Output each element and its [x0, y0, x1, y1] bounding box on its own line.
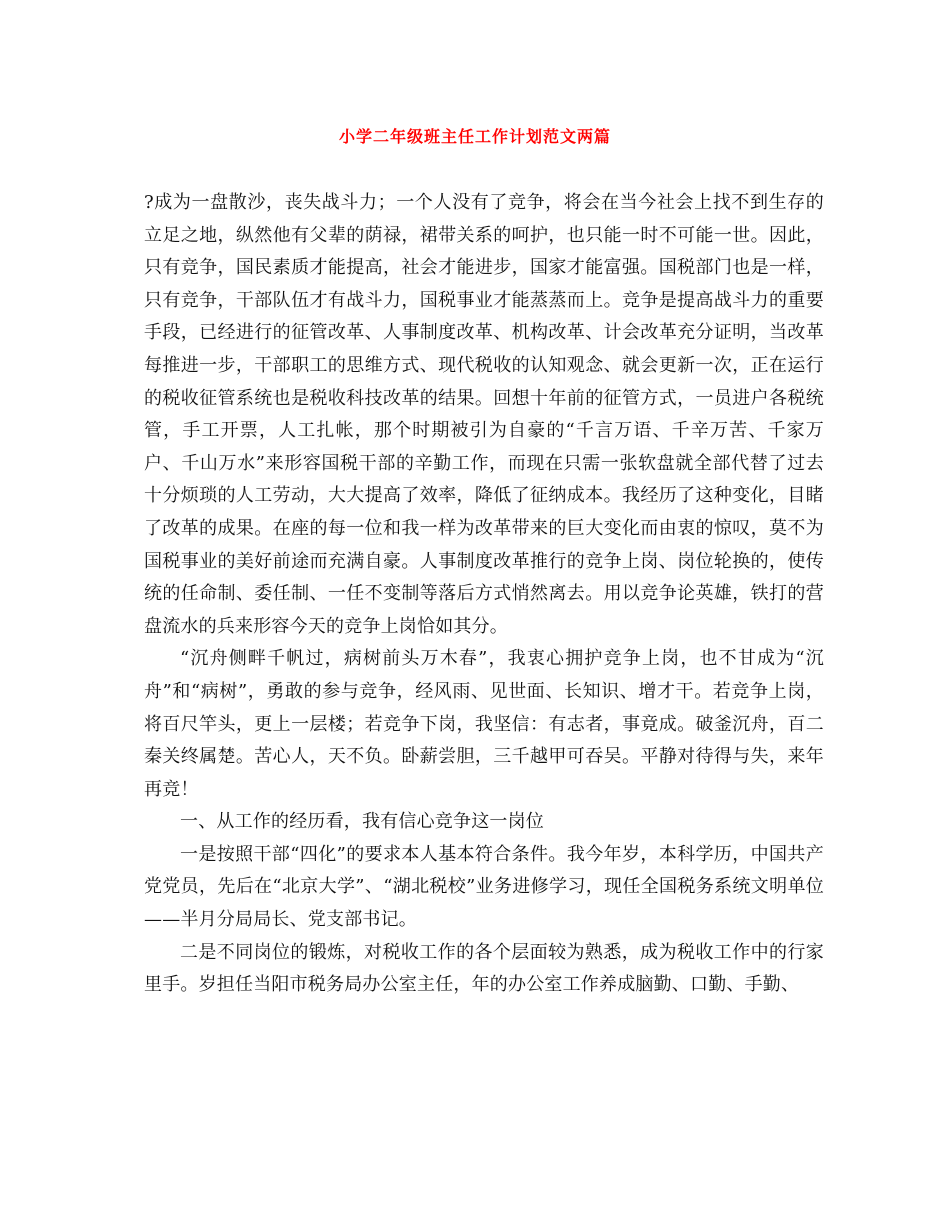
- paragraph-1: ?成为一盘散沙，丧失战斗力；一个人没有了竞争，将会在当今社会上找不到生存的立足之地，纵然他有父辈的荫禄，裙带关系的呵护，也只能一时不可能一世。因此，只有竞争，国民素质才能提高，社会才能进步，国家才能富强。国税部门也是一样，只有竞争，干部队伍才有战斗力，国税事业才能蒸蒸而上。竞争是提高战斗力的重要手段，已经进行的征管改革、人事制度改革、机构改革、计会改革充分证明，当改革每推进一步，干部职工的思维方式、现代税收的认知观念、就会更新一次，正在运行的税收征管系统也是税收科技改革的结果。回想十年前的征管方式，一员进户各税统管，手工开票，人工扎帐，那个时期被引为自豪的“千言万语、千辛万苦、千家万户、千山万水”来形容国税干部的辛勤工作，而现在只需一张软盘就全部代替了过去十分烦琐的人工劳动，大大提高了效率，降低了征纳成本。我经历了这种变化，目睹了改革的成果。在座的每一位和我一样为改革带来的巨大变化而由衷的惊叹，莫不为国税事业的美好前途而充满自豪。人事制度改革推行的竞争上岗、岗位轮换的，使传统的任命制、委任制、一任不变制等落后方式悄然离去。用以竞争论英雄，铁打的营盘流水的兵来形容今天的竞争上岗恰如其分。: [144, 192, 824, 637]
- paragraph-4: 二是不同岗位的锻炼，对税收工作的各个层面较为熟悉，成为税收工作中的行家里手。岁担任当阳市税务局办公室主任，年的办公室工作养成脑勤、口勤、手勤、: [144, 941, 824, 996]
- paragraph-2: “沉舟侧畔千帆过，病树前头万木春”，我衷心拥护竞争上岗，也不甘成为“沉舟”和“病树”，勇敢的参与竞争，经风雨、见世面、长知识、增才干。若竞争上岗，将百尺竿头，更上一层楼；若竞争下岗，我坚信：有志者，事竟成。破釜沉舟，百二秦关终属楚。苦心人，天不负。卧薪尝胆，三千越甲可吞吴。平静对待得与失，来年再竞！: [144, 648, 824, 800]
- paragraph-3: 一是按照干部“四化”的要求本人基本符合条件。我今年岁，本科学历，中国共产党党员，先后在“北京大学”、“湖北税校”业务进修学习，现任全国税务系统文明单位——半月分局局长、党支部书记。: [144, 843, 824, 931]
- document-body: [144, 187, 824, 1002]
- document-title: 小学二年级班主任工作计划范文两篇: [338, 127, 611, 146]
- section-heading-1: 一、从工作的经历看，我有信心竞争这一岗位: [180, 811, 544, 833]
